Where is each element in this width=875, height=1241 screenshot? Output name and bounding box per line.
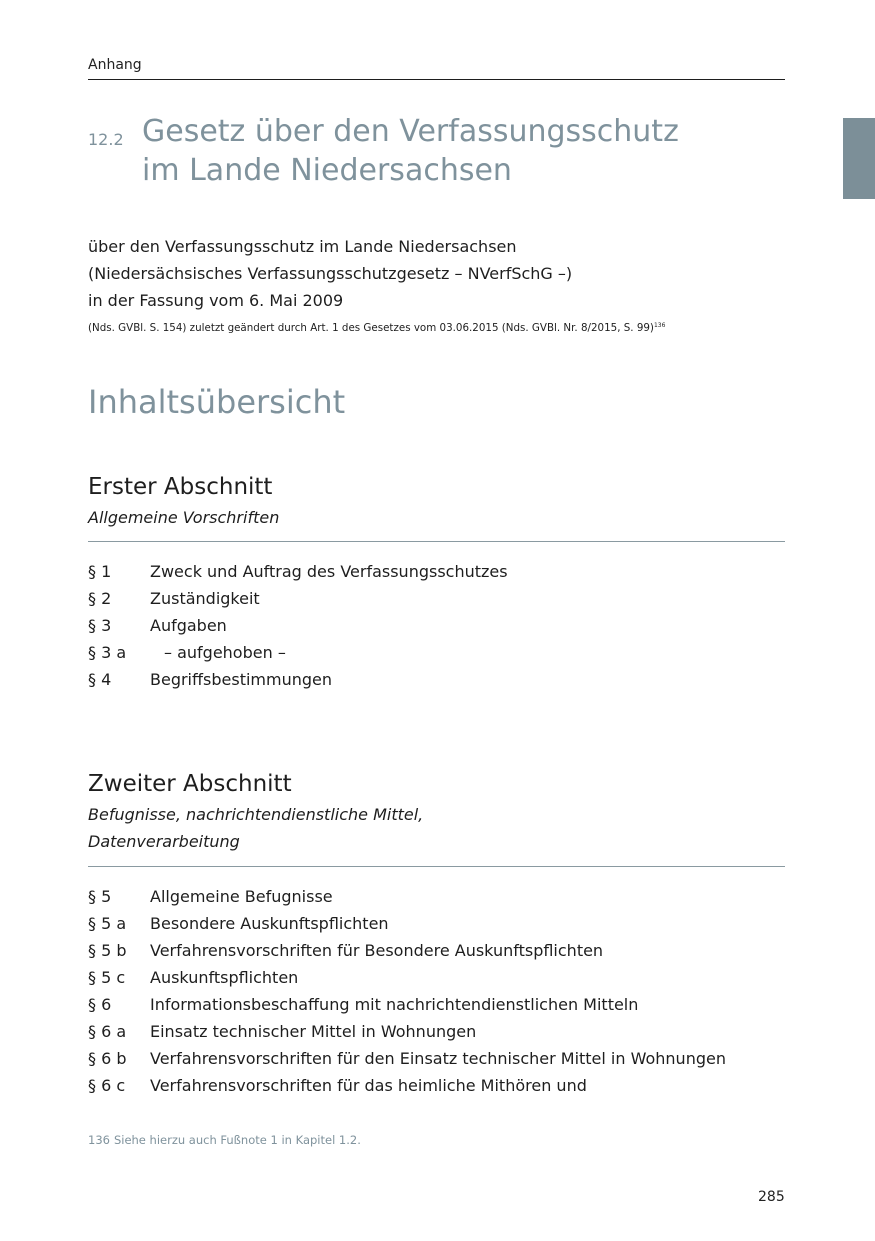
toc-item-title: Verfahrensvorschriften für das heimliche Mithören und bbox=[150, 1076, 587, 1095]
toc-item-number: § 5 b bbox=[88, 941, 127, 960]
toc-item[interactable] bbox=[88, 639, 785, 666]
toc-item[interactable] bbox=[88, 910, 785, 937]
toc-item-title: Zuständigkeit bbox=[150, 589, 260, 608]
toc-item-number: § 6 c bbox=[88, 1076, 126, 1095]
toc-item-title: – aufgehoben – bbox=[164, 643, 286, 662]
section-title-line1: Gesetz über den Verfassungsschutz bbox=[142, 114, 679, 149]
toc-item-number: § 4 bbox=[88, 670, 112, 689]
toc-item-number: § 3 a bbox=[88, 643, 127, 662]
toc-item[interactable] bbox=[88, 1072, 785, 1099]
toc-item[interactable] bbox=[88, 991, 785, 1018]
toc-item-number: § 2 bbox=[88, 589, 112, 608]
abschnitt2-title: Zweiter Abschnitt bbox=[88, 771, 292, 797]
toc-item-title: Auskunftspflichten bbox=[150, 968, 299, 987]
intro-line2: (Niedersächsisches Verfassungsschutzgesetz – NVerfSchG –) bbox=[88, 264, 573, 283]
footnote-reference[interactable]: 136 bbox=[653, 322, 666, 329]
toc-item[interactable] bbox=[88, 964, 785, 991]
toc-heading: Inhaltsübersicht bbox=[88, 383, 346, 421]
toc-item-title: Verfahrensvorschriften für Besondere Auskunftspflichten bbox=[150, 941, 604, 960]
toc-item-title: Allgemeine Befugnisse bbox=[150, 887, 333, 906]
toc-item-number: § 1 bbox=[88, 562, 112, 581]
toc-item-title: Begriffsbestimmungen bbox=[150, 670, 333, 689]
page-number: 285 bbox=[758, 1189, 785, 1205]
abschnitt2-subtitle-line2: Datenverarbeitung bbox=[88, 832, 240, 851]
toc-item-title: Zweck und Auftrag des Verfassungsschutzes bbox=[150, 562, 508, 581]
toc-item-title: Informationsbeschaffung mit nachrichtendienstlichen Mitteln bbox=[150, 995, 639, 1014]
toc-item[interactable] bbox=[88, 585, 785, 612]
abschnitt2-rule bbox=[88, 866, 785, 867]
toc-item[interactable] bbox=[88, 1045, 785, 1072]
toc-item-title: Einsatz technischer Mittel in Wohnungen bbox=[150, 1022, 477, 1041]
abschnitt1-rule bbox=[88, 541, 785, 542]
footnote-number: 136 bbox=[88, 1133, 110, 1147]
section-title-line2: im Lande Niedersachsen bbox=[142, 153, 512, 188]
toc-item-title: Verfahrensvorschriften für den Einsatz technischer Mittel in Wohnungen bbox=[150, 1049, 726, 1068]
abschnitt1-list bbox=[88, 558, 785, 693]
section-number: 12.2 bbox=[88, 130, 124, 149]
toc-item-number: § 3 bbox=[88, 616, 112, 635]
toc-item[interactable] bbox=[88, 666, 785, 693]
toc-item[interactable] bbox=[88, 1018, 785, 1045]
toc-item-title: Aufgaben bbox=[150, 616, 227, 635]
toc-item-number: § 6 a bbox=[88, 1022, 127, 1041]
abschnitt1-subtitle: Allgemeine Vorschriften bbox=[88, 508, 280, 527]
toc-item-number: § 6 bbox=[88, 995, 112, 1014]
toc-item-title: Besondere Auskunftspflichten bbox=[150, 914, 389, 933]
header-rule bbox=[88, 79, 785, 80]
toc-item[interactable] bbox=[88, 558, 785, 585]
amendment-note bbox=[88, 322, 665, 334]
toc-item-number: § 5 a bbox=[88, 914, 127, 933]
abschnitt1-title: Erster Abschnitt bbox=[88, 474, 273, 500]
abschnitt2-list bbox=[88, 883, 785, 1099]
chapter-tab bbox=[843, 118, 875, 199]
toc-item[interactable] bbox=[88, 937, 785, 964]
toc-item-number: § 6 b bbox=[88, 1049, 127, 1068]
toc-item-number: § 5 c bbox=[88, 968, 126, 987]
running-header: Anhang bbox=[88, 57, 142, 73]
footnote-text: Siehe hierzu auch Fußnote 1 in Kapitel 1.2. bbox=[113, 1133, 361, 1147]
toc-item[interactable] bbox=[88, 612, 785, 639]
toc-item[interactable] bbox=[88, 883, 785, 910]
toc-item-number: § 5 bbox=[88, 887, 112, 906]
footnote bbox=[88, 1133, 361, 1147]
intro-line1: über den Verfassungsschutz im Lande Niedersachsen bbox=[88, 237, 517, 256]
amendment-note-text: (Nds. GVBl. S. 154) zuletzt geändert durch Art. 1 des Gesetzes vom 03.06.2015 (Nds. GVBl. Nr. 8/2015, S. 99) bbox=[88, 322, 654, 334]
intro-line3: in der Fassung vom 6. Mai 2009 bbox=[88, 291, 344, 310]
abschnitt2-subtitle-line1: Befugnisse, nachrichtendienstliche Mittel, bbox=[88, 805, 424, 824]
